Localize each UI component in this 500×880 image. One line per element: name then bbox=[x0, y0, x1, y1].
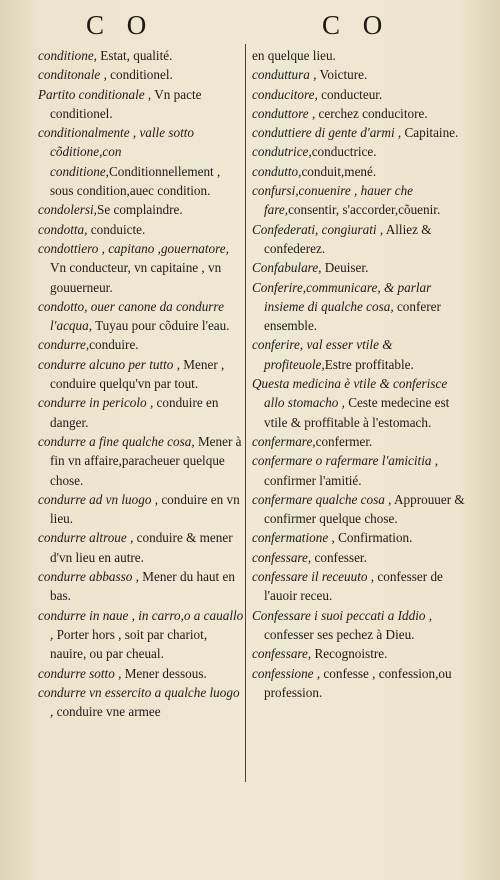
entry-translation: Mener à fin vn affaire,paracheuer quelque chose. bbox=[50, 433, 242, 488]
entry-translation: confesser. bbox=[314, 549, 367, 565]
header-left: C O bbox=[86, 10, 155, 40]
entry-translation: conductrice. bbox=[311, 144, 377, 160]
entry-headword: conduttura , bbox=[252, 67, 317, 83]
entry-translation: Vn conducteur, vn capitaine , vn gouuerneur. bbox=[50, 260, 222, 295]
entry-headword: condurre vn essercito a qualche luogo , bbox=[38, 684, 240, 720]
entry-headword: condurre sotto , bbox=[38, 665, 122, 681]
entry-headword: confessione , bbox=[252, 665, 321, 681]
entry-headword: condurre abbasso , bbox=[38, 569, 139, 585]
entry-translation: en quelque lieu. bbox=[252, 48, 336, 63]
dictionary-entry bbox=[38, 123, 244, 200]
entry-headword: conditione bbox=[38, 48, 94, 63]
entry-translation: Mener dessous. bbox=[124, 665, 207, 681]
dictionary-entry bbox=[38, 85, 244, 124]
entry-translation: Porter hors , soit par chariot, nauire, ou par cheual. bbox=[50, 626, 208, 662]
dictionary-entry bbox=[252, 528, 466, 547]
running-header bbox=[0, 8, 500, 42]
entry-headword: confermare o rafermare l'amicitia , bbox=[252, 453, 439, 469]
entry-headword: condurre altroue bbox=[38, 530, 127, 546]
entry-translation: confesser de l'auoir receu. bbox=[264, 569, 443, 604]
entry-headword: confermatione bbox=[252, 530, 329, 546]
dictionary-entry bbox=[252, 162, 466, 181]
entry-translation: conditionel. bbox=[110, 67, 173, 83]
entry-headword: confessare il receuuto , bbox=[252, 569, 375, 585]
dictionary-entry bbox=[252, 548, 466, 567]
dictionary-entry bbox=[252, 664, 466, 703]
dictionary-entry bbox=[38, 200, 244, 219]
dictionary-entry bbox=[252, 65, 466, 84]
entry-translation: conduire. bbox=[89, 337, 139, 353]
entry-translation: cerchez conducitore. bbox=[318, 105, 428, 121]
dictionary-entry bbox=[252, 432, 466, 451]
dictionary-entry bbox=[252, 104, 466, 123]
dictionary-entry bbox=[252, 567, 466, 606]
entry-translation: conduire en danger. bbox=[50, 395, 219, 430]
entry-separator: , bbox=[328, 530, 339, 546]
entry-headword: conduttiere di gente d'armi , bbox=[252, 125, 402, 141]
entry-headword: condurre ad vn luogo , bbox=[38, 491, 159, 507]
entry-headword: Conferire,communicare, & parlar insieme di qualche cosa, bbox=[252, 279, 432, 314]
entry-translation: Approuuer & confirmer quelque chose. bbox=[264, 491, 465, 527]
dictionary-entry bbox=[38, 393, 244, 432]
column-divider bbox=[245, 44, 246, 782]
header-right: C O bbox=[322, 10, 391, 40]
entry-headword: Confederati, congiurati , bbox=[252, 221, 384, 237]
entry-headword: Confessare i suoi peccati a Iddio , bbox=[252, 607, 433, 623]
entry-headword: condurre, bbox=[38, 337, 90, 353]
dictionary-entry bbox=[38, 606, 244, 664]
entry-headword: conditionalmente , valle sotto cõditione,con conditione, bbox=[38, 125, 195, 179]
entry-translation: conduire vne armee bbox=[56, 704, 161, 720]
entry-headword: condurre a fine qualche cosa, bbox=[38, 433, 195, 449]
entry-translation: Alliez & confederez. bbox=[264, 221, 432, 256]
dictionary-entry bbox=[38, 65, 244, 84]
dictionary-entry bbox=[252, 374, 466, 432]
dictionary-entry bbox=[38, 355, 244, 394]
entry-translation: Voicture. bbox=[319, 67, 368, 83]
entry-headword: confermare qualche cosa , bbox=[252, 491, 392, 507]
entry-headword: confessare, bbox=[252, 646, 312, 662]
entry-headword: conduttore , bbox=[252, 105, 316, 121]
entry-translation: Conditionnellement , sous condition,auec condition. bbox=[50, 163, 221, 199]
entry-headword: Partito conditionale bbox=[38, 86, 145, 102]
entry-translation: Confirmation. bbox=[338, 530, 413, 546]
dictionary-entry bbox=[252, 181, 466, 220]
dictionary-entry bbox=[38, 335, 244, 354]
entry-translation: Recognoistre. bbox=[314, 646, 388, 662]
entry-headword: Confabulare, bbox=[252, 260, 322, 276]
entry-headword: condurre alcuno per tutto , bbox=[38, 356, 180, 372]
dictionary-entry bbox=[252, 123, 466, 142]
dictionary-entry bbox=[252, 85, 466, 104]
right-column bbox=[252, 46, 466, 702]
entry-translation: conduire en vn lieu. bbox=[50, 491, 240, 527]
entry-translation: confirmer l'amitié. bbox=[264, 472, 362, 488]
entry-separator: , bbox=[144, 86, 155, 102]
entry-translation: confesser ses pechez à Dieu. bbox=[264, 626, 415, 642]
dictionary-entry bbox=[252, 258, 466, 277]
dictionary-entry bbox=[38, 683, 244, 722]
dictionary-entry bbox=[38, 528, 244, 567]
dictionary-entry bbox=[252, 606, 466, 645]
entry-translation: Mener , conduire quelqu'vn par tout. bbox=[50, 356, 225, 392]
entry-headword: conducitore, bbox=[252, 86, 318, 102]
entry-headword: condutrice, bbox=[252, 144, 312, 160]
entry-headword: confursi,conuenire , hauer che fare, bbox=[252, 183, 414, 218]
entry-headword: conferire, val esser vtile & profiteuole, bbox=[252, 337, 393, 372]
entry-translation: Capitaine. bbox=[404, 125, 459, 141]
dictionary-entry bbox=[252, 142, 466, 161]
dictionary-entry bbox=[252, 220, 466, 259]
entry-translation: conduit,mené. bbox=[301, 163, 377, 179]
dictionary-entry bbox=[252, 644, 466, 663]
dictionary-entry bbox=[38, 220, 244, 239]
dictionary-entry bbox=[252, 278, 466, 336]
entry-headword: condolersi, bbox=[38, 202, 97, 218]
dictionary-entry bbox=[252, 451, 466, 490]
dictionary-entry bbox=[38, 239, 244, 297]
entry-translation: conferer ensemble. bbox=[264, 298, 441, 334]
entry-headword: condotto, ouer canone da condurre l'acqua, bbox=[38, 298, 224, 334]
entry-translation: confermer. bbox=[315, 433, 373, 449]
dictionary-entry bbox=[38, 432, 244, 490]
dictionary-entry bbox=[38, 664, 244, 683]
entry-translation: Deuiser. bbox=[324, 260, 369, 276]
entry-headword: conditonale bbox=[38, 67, 101, 83]
entry-translation: Estat, qualité. bbox=[100, 48, 173, 63]
entry-translation: conduicte. bbox=[90, 221, 146, 237]
entry-translation: consentir, s'accorder,cõuenir. bbox=[288, 202, 441, 218]
dictionary-entry bbox=[38, 46, 244, 65]
entry-headword: condotta, bbox=[38, 221, 88, 237]
entry-separator: , bbox=[100, 67, 111, 83]
entry-headword: Questa medicina è vtile & conferisce allo stomacho , bbox=[252, 376, 448, 411]
left-column bbox=[38, 46, 244, 721]
dictionary-entry bbox=[252, 46, 466, 65]
entry-translation: conducteur. bbox=[321, 86, 383, 102]
entry-headword: confessare, bbox=[252, 549, 312, 565]
entry-headword: condurre in naue , in carro,o a cauallo , bbox=[38, 607, 244, 642]
dictionary-entry bbox=[38, 297, 244, 336]
dictionary-entry bbox=[252, 335, 466, 374]
entry-translation: Ceste medecine est vtile & proffitable à l'estomach. bbox=[264, 395, 450, 430]
entry-translation: Vn pacte conditionel. bbox=[50, 86, 202, 121]
entry-translation: confesse , confession,ou profession. bbox=[264, 665, 452, 700]
entry-headword: condutto, bbox=[252, 163, 302, 179]
entry-translation: conduire & mener d'vn lieu en autre. bbox=[50, 530, 233, 565]
dictionary-entry bbox=[38, 490, 244, 529]
dictionary-entry bbox=[38, 567, 244, 606]
entry-translation: Mener du haut en bas. bbox=[50, 569, 235, 604]
dictionary-entry bbox=[252, 490, 466, 529]
entry-translation: Se complaindre. bbox=[96, 202, 183, 218]
entry-separator: , bbox=[93, 48, 101, 63]
entry-translation: Estre proffitable. bbox=[324, 356, 414, 372]
entry-separator: , bbox=[126, 530, 137, 546]
entry-headword: condottiero , capitano ,gouernatore, bbox=[38, 240, 229, 256]
entry-translation: Tuyau pour cõduire l'eau. bbox=[95, 318, 230, 334]
entry-headword: condurre in pericolo , bbox=[38, 395, 154, 411]
entry-headword: confermare, bbox=[252, 433, 316, 449]
